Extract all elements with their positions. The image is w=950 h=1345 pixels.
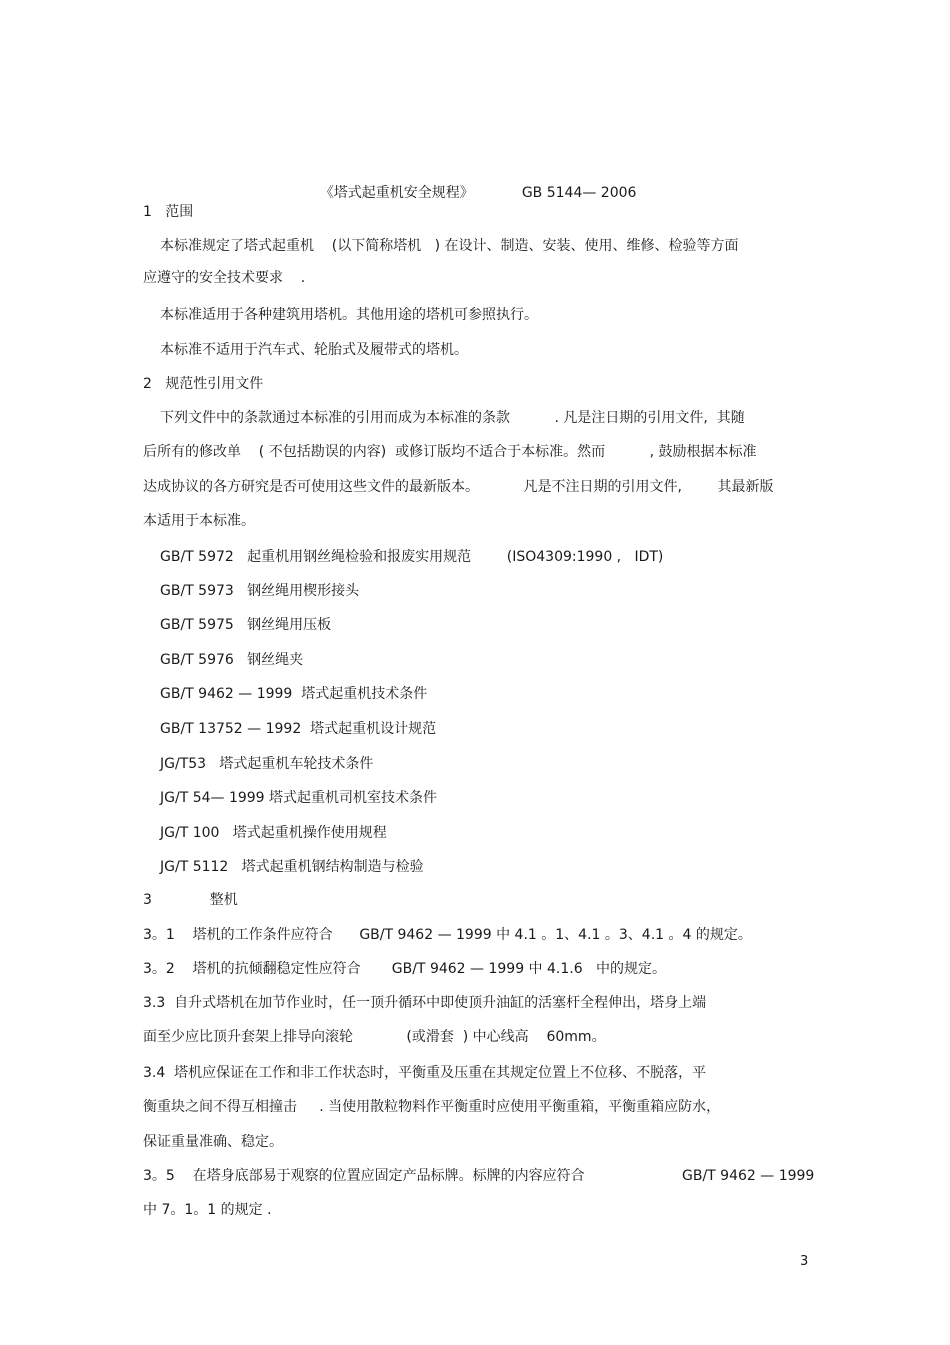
paragraph-line: 本适用于本标准。 (143, 513, 255, 529)
paragraph-line: 下列文件中的条款通过本标准的引用而成为本标准的条款 . 凡是注日期的引用文件, 其随 (160, 410, 745, 426)
clause-line: 中 7。1。1 的规定 . (143, 1202, 272, 1218)
clause-line: 3.4 塔机应保证在工作和非工作状态时，平衡重及压重在其规定位置上不位移、不脱落，平 (143, 1065, 707, 1081)
reference-item: GB/T 5973 钢丝绳用楔形接头 (160, 583, 360, 599)
clause-line: 3.3 自升式塔机在加节作业时，任一顶升循环中即使顶升油缸的活塞杆全程伸出，塔身上端 (143, 995, 707, 1011)
doc-standard-code: GB 5144— 2006 (521, 185, 637, 201)
clause-line: 面至少应比顶升套架上排导向滚轮 (或滑套 ) 中心线高 60mm。 (143, 1029, 606, 1045)
reference-item: GB/T 9462 — 1999 塔式起重机技术条件 (160, 686, 428, 702)
paragraph-line: 后所有的修改单 ( 不包括勘误的内容) 或修订版均不适合于本标准。然而 , 鼓励根据本标准 (143, 444, 757, 460)
clause-line-code: GB/T 9462 — 1999 (682, 1168, 815, 1184)
clause-line: 3。1 塔机的工作条件应符合 GB/T 9462 — 1999 中 4.1 。1、4.1 。3、4.1 。4 的规定。 (143, 927, 752, 943)
reference-item: GB/T 5976 钢丝绳夹 (160, 652, 304, 668)
reference-item: GB/T 5975 钢丝绳用压板 (160, 617, 332, 633)
reference-item: JG/T53 塔式起重机车轮技术条件 (160, 756, 374, 772)
clause-line: 3。5 在塔身底部易于观察的位置应固定产品标牌。标牌的内容应符合 (143, 1168, 585, 1184)
section-heading: 1 范围 (143, 204, 194, 220)
reference-item: GB/T 13752 — 1992 塔式起重机设计规范 (160, 721, 437, 737)
reference-item: JG/T 100 塔式起重机操作使用规程 (160, 825, 387, 841)
paragraph-line: 达成协议的各方研究是否可使用这些文件的最新版本。 凡是不注日期的引用文件, 其最新版 (143, 479, 774, 495)
section-heading: 2 规范性引用文件 (143, 376, 264, 392)
paragraph-line: 本标准适用于各种建筑用塔机。其他用途的塔机可参照执行。 (160, 307, 538, 323)
page-number: 3 (800, 1254, 809, 1269)
paragraph-line: 应遵守的安全技术要求 . (143, 270, 306, 286)
doc-title (302, 166, 636, 220)
reference-item: JG/T 5112 塔式起重机钢结构制造与检验 (160, 859, 424, 875)
doc-title-text: 《塔式起重机安全规程》 (319, 185, 474, 201)
clause-line: 3。2 塔机的抗倾翻稳定性应符合 GB/T 9462 — 1999 中 4.1.6 中的规定。 (143, 961, 666, 977)
section-heading: 3 整机 (143, 892, 238, 908)
paragraph-line: 本标准不适用于汽车式、轮胎式及履带式的塔机。 (160, 342, 468, 358)
clause-line: 保证重量准确、稳定。 (143, 1134, 283, 1150)
clause-line: 衡重块之间不得互相撞击 . 当使用散粒物料作平衡重时应使用平衡重箱，平衡重箱应防水， (143, 1099, 721, 1115)
paragraph-line: 本标准规定了塔式起重机 (以下简称塔机 ) 在设计、制造、安装、使用、维修、检验等方面 (160, 238, 739, 254)
reference-item: GB/T 5972 起重机用钢丝绳检验和报废实用规范 (ISO4309:1990 , IDT) (160, 549, 664, 565)
reference-item: JG/T 54— 1999 塔式起重机司机室技术条件 (160, 790, 438, 806)
